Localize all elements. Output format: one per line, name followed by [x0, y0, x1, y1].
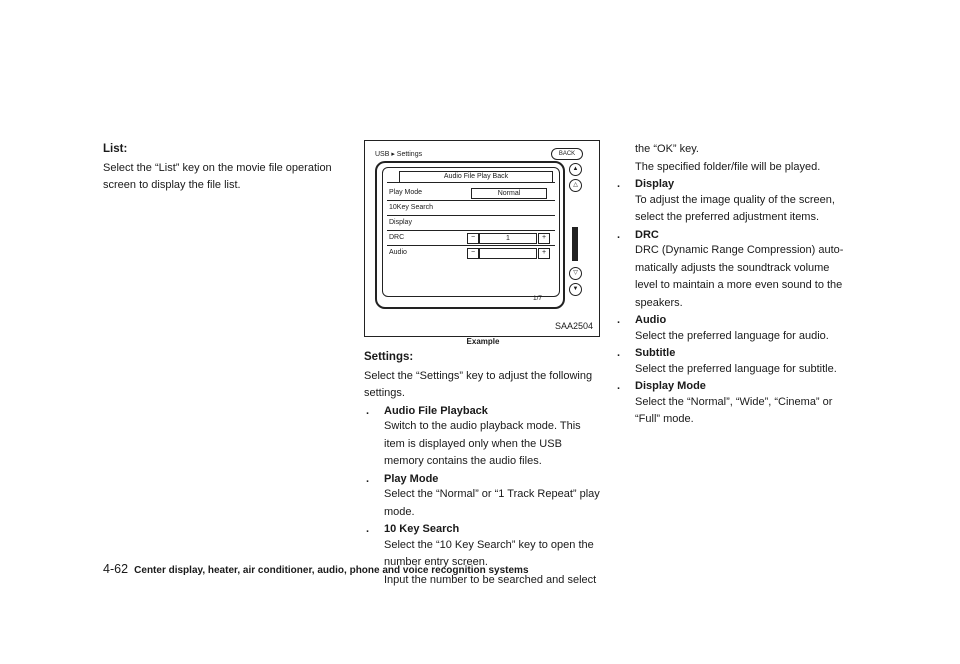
back-button: BACK — [551, 148, 583, 160]
bullet-text: mode. — [384, 505, 415, 518]
bullet-title: 10 Key Search — [384, 523, 460, 535]
bullet-title: Display — [635, 178, 675, 190]
plus-icon: + — [538, 233, 550, 244]
scroll-up-icon: △ — [569, 179, 582, 192]
bullet-title: Display Mode — [635, 380, 706, 392]
settings-row-audio — [387, 246, 555, 260]
bullet-display — [615, 177, 860, 193]
bullet-audio-file-playback — [364, 404, 604, 420]
bullet-text: Switch to the audio playback mode. This — [384, 420, 581, 432]
bullet-text: Select the “Normal” or “1 Track Repeat” play — [384, 488, 600, 500]
screen-illustration — [373, 147, 591, 312]
bullet-text: Select the “Normal”, “Wide”, “Cinema” or — [635, 395, 833, 408]
plus-icon: + — [538, 248, 550, 259]
bullet-play-mode — [364, 472, 604, 488]
page-number: 4-62 — [103, 562, 129, 576]
bullet-text: “Full” mode. — [635, 413, 694, 425]
settings-list — [382, 167, 560, 297]
audio-file-playback-button: Audio File Play Back — [399, 171, 553, 183]
list-text-line1: Select the “List” key on the movie file operation — [103, 161, 332, 174]
bullet-dot: . — [366, 404, 370, 417]
continued-text: The specified folder/file will be played. — [635, 160, 821, 173]
screen-frame — [375, 161, 565, 309]
bullet-dot: . — [617, 380, 621, 392]
bullet-text: level to maintain a more even sound to the — [635, 279, 843, 291]
bullet-text: Select the “10 Key Search” key to open the — [384, 538, 594, 551]
bullet-title: Subtitle — [635, 347, 676, 359]
bullet-dot: . — [366, 472, 370, 485]
bullet-text: select the preferred adjustment items. — [635, 211, 820, 223]
play-mode-value: Normal — [471, 188, 547, 199]
column-middle — [364, 350, 604, 590]
row-label: 10Key Search — [389, 204, 433, 211]
bullet-text: Select the preferred language for subtitle. — [635, 362, 837, 375]
minus-icon: − — [467, 248, 479, 259]
bullet-text: Select the preferred language for audio. — [635, 329, 829, 342]
bullet-text: speakers. — [635, 296, 683, 309]
figure-caption: Example — [466, 337, 500, 346]
list-text-line2: screen to display the file list. — [103, 179, 241, 191]
settings-row-play-mode — [387, 186, 555, 201]
settings-row-display — [387, 216, 555, 231]
page-indicator: 1/7 — [533, 295, 543, 302]
section-title: Center display, heater, air conditioner, audio, phone and voice recognition systems — [134, 565, 529, 576]
column-left — [103, 142, 353, 196]
bullet-dot: . — [617, 178, 621, 190]
bullet-text: number entry screen. — [384, 556, 488, 568]
settings-heading: Settings: — [364, 351, 414, 363]
bullet-drc — [615, 228, 860, 244]
settings-row-10key — [387, 201, 555, 216]
breadcrumb: USB ▸ Settings — [375, 151, 423, 158]
bullet-dot: . — [617, 347, 621, 359]
bullet-text: To adjust the image quality of the screen, — [635, 193, 835, 206]
bullet-dot: . — [617, 314, 621, 326]
drc-value: 1 — [479, 233, 537, 244]
scroll-bottom-icon: ▼ — [569, 283, 582, 296]
bullet-subtitle — [615, 346, 860, 362]
row-label: Audio — [389, 249, 407, 256]
bullet-title: DRC — [635, 228, 659, 241]
continued-text: the “OK” key. — [635, 143, 699, 155]
scroll-down-icon: ▽ — [569, 267, 582, 280]
settings-screen-figure — [364, 140, 600, 337]
scroll-top-icon: ▲ — [569, 163, 582, 176]
figure-code: SAA2504 — [555, 321, 594, 331]
bullet-dot: . — [366, 523, 370, 535]
bullet-10-key-search — [364, 522, 604, 538]
settings-row-header — [387, 168, 555, 183]
row-label: DRC — [389, 234, 405, 241]
row-label: Play Mode — [389, 189, 423, 196]
minus-icon: − — [467, 233, 479, 244]
settings-row-drc — [387, 231, 555, 246]
bullet-text: DRC (Dynamic Range Compression) auto- — [635, 244, 844, 256]
screen-top-bar — [373, 147, 563, 161]
row-label: Display — [389, 219, 412, 226]
bullet-display-mode — [615, 379, 860, 395]
bullet-title: Audio — [635, 314, 667, 326]
bullet-text: Input the number to be searched and select — [384, 573, 597, 586]
bullet-dot: . — [617, 228, 621, 241]
scroll-rail — [565, 161, 587, 301]
bullet-title: Play Mode — [384, 472, 439, 485]
list-heading: List: — [103, 143, 128, 155]
bullet-audio — [615, 313, 860, 329]
page-footer — [103, 562, 529, 576]
bullet-text: memory contains the audio files. — [384, 455, 542, 467]
bullet-title: Audio File Playback — [384, 404, 488, 417]
bullet-text: matically adjusts the soundtrack volume — [635, 261, 830, 274]
scroll-position-bar — [572, 227, 578, 261]
column-right — [615, 142, 860, 430]
bullet-text: item is displayed only when the USB — [384, 437, 562, 450]
settings-text-line2: settings. — [364, 387, 405, 399]
settings-text-line1: Select the “Settings” key to adjust the following — [364, 369, 593, 382]
audio-value — [479, 248, 537, 259]
